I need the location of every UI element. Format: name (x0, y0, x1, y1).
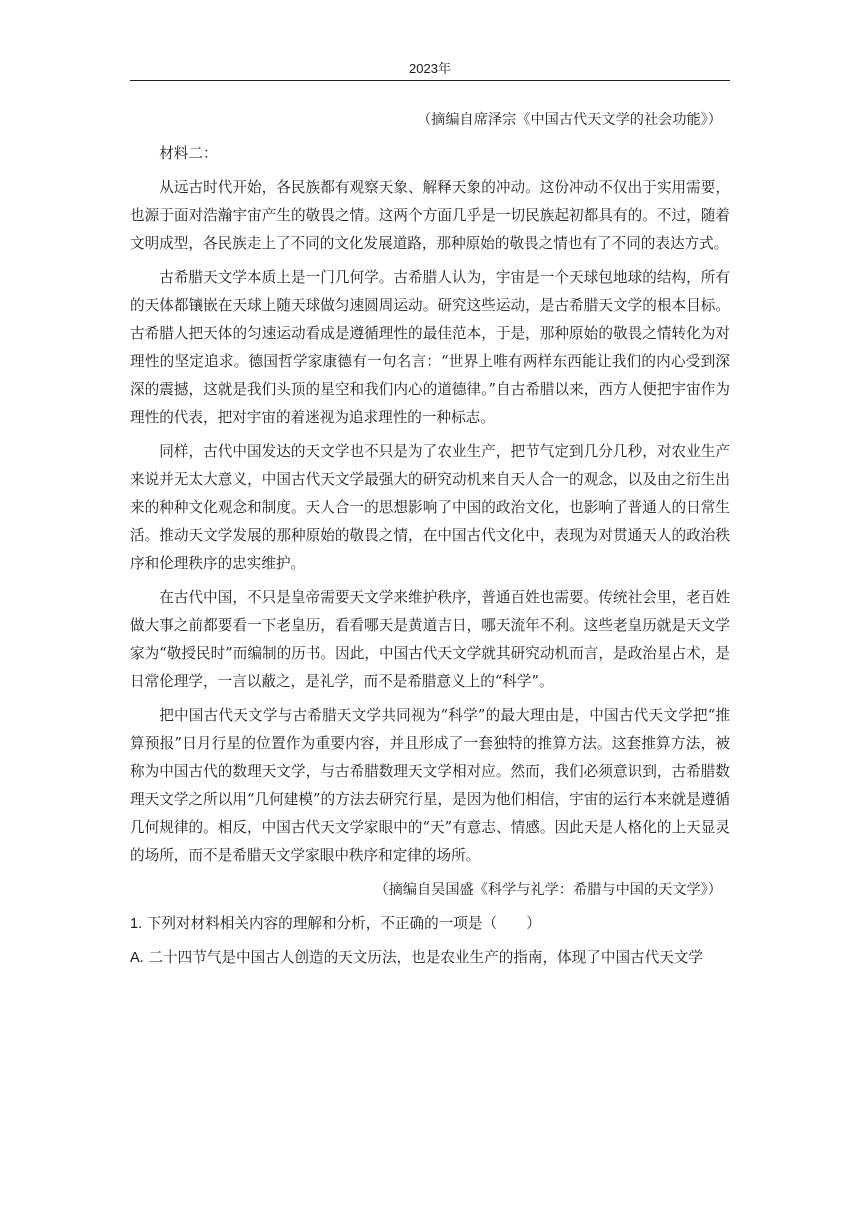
question-1 (130, 910, 730, 938)
question-1-text: 下列对材料相关内容的理解和分析，不正确的一项是（ ） (146, 915, 541, 932)
option-a-letter: A. (130, 950, 144, 966)
material-2-paragraph-5: 把中国古代天文学与古希腊天文学共同视为“科学”的最大理由是，中国古代天文学把“推算预报”日月行星的位置作为重要内容，并且形成了一套独特的推算方法。这套推算方法，被称为中国古代的数理天文学，与古希腊数理天文学相对应。然而，我们必须意识到，古希腊数理天文学之所以用“几何建模”的方法去研究行星，是因为他们相信，宇宙的运行本来就是遵循几何规律的。相反，中国古代天文学家眼中的“天”有意志、情感。因此天是人格化的上天显灵的场所，而不是希腊天文学家眼中秩序和定律的场所。 (130, 707, 730, 864)
material-2-paragraph-1: 从远古时代开始，各民族都有观察天象、解释天象的冲动。这份冲动不仅出于实用需要，也源于面对浩瀚宇宙产生的敬畏之情。这两个方面几乎是一切民族起初都具有的。不过，随着文明成型，各民族走上了不同的文化发展道路，那种原始的敬畏之情也有了不同的表达方式。 (130, 179, 730, 252)
material-2-paragraph-4: 在古代中国，不只是皇帝需要天文学来维护秩序，普通百姓也需要。传统社会里，老百姓做大事之前都要看一下老皇历，看看哪天是黄道吉日，哪天流年不利。这些老皇历就是天文学家为“敬授民时”而编制的历书。因此，中国古代天文学就其研究动机而言，是政治星占术，是日常伦理学，一言以蔽之，是礼学，而不是希腊意义上的“科学”。 (130, 589, 730, 690)
source-citation-1: （摘编自席泽宗《中国古代天文学的社会功能》） (416, 112, 722, 128)
material-2-label: 材料二： (159, 145, 218, 162)
option-a (130, 944, 730, 972)
material-2-paragraph-2: 古希腊天文学本质上是一门几何学。古希腊人认为，宇宙是一个天球包地球的结构，所有的天体都镶嵌在天球上随天球做匀速圆周运动。研究这些运动，是古希腊天文学的根本目标。古希腊人把天体的匀速运动看成是遵循理性的最佳范本，于是，那种原始的敬畏之情转化为对理性的坚定追求。德国哲学家康德有一句名言：“世界上唯有两样东西能让我们的内心受到深深的震撼，这就是我们头顶的星空和我们内心的道德律。”自古希腊以来，西方人便把宇宙作为理性的代表，把对宇宙的着迷视为追求理性的一种标志。 (130, 269, 730, 426)
header-divider (130, 80, 730, 81)
page-header-year: 2023年 (409, 61, 451, 76)
source-citation-2: （摘编自吴国盛《科学与礼学：希腊与中国的天文学》） (374, 882, 722, 898)
material-2-paragraph-3: 同样，古代中国发达的天文学也不只是为了农业生产，把节气定到几分几秒，对农业生产来说并无太大意义，中国古代天文学最强大的研究动机来自天人合一的观念，以及由之衍生出来的种种文化观念和制度。天人合一的思想影响了中国的政治文化，也影响了普通人的日常生活。推动天文学发展的那种原始的敬畏之情，在中国古代文化中，表现为对贯通天人的政治秩序和伦理秩序的忠实维护。 (130, 443, 730, 572)
document-body (130, 106, 730, 978)
question-1-number: 1. (130, 916, 143, 932)
option-a-text: 二十四节气是中国古人创造的天文历法，也是农业生产的指南，体现了中国古代天文学 (148, 949, 704, 966)
